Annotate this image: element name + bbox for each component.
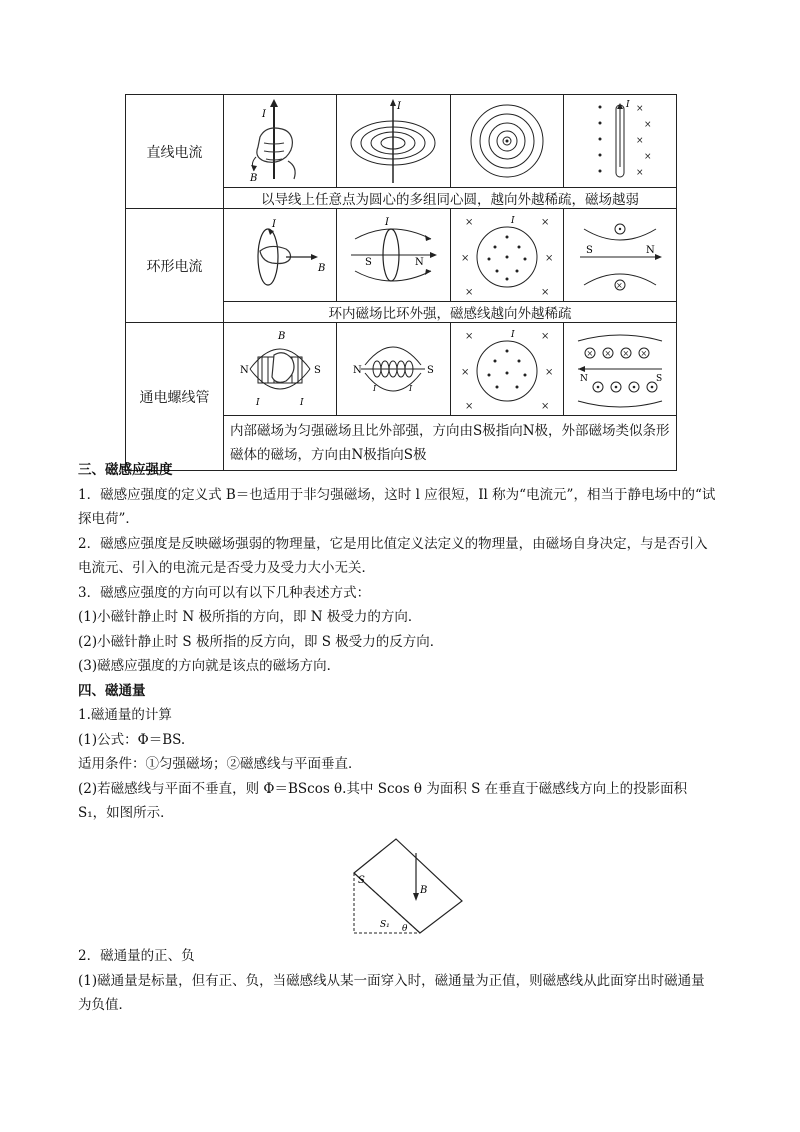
svg-text:×: ×	[544, 253, 554, 264]
fig-solenoid-cross-section	[563, 323, 676, 416]
section-magnetic-induction	[78, 458, 718, 826]
svg-text:I: I	[510, 216, 515, 226]
svg-text:×: ×	[643, 152, 652, 162]
fig-label-S1: S₁	[380, 920, 390, 930]
svg-text:×: ×	[643, 120, 652, 130]
para-4-4: (2)若磁感线与平面不垂直，则 Φ＝BScos θ.其中 Scos θ 为面积 S 在垂直于磁感线方向上的投影面积 S₁，如图所示．	[78, 780, 688, 821]
para-3-2: 2．磁感应强度是反映磁场强弱的物理量，它是用比值定义法定义的物理量，由磁场自身决定，与是否引入电流元、引入的电流元是否受力及受力大小无关．	[78, 535, 708, 576]
svg-text:I: I	[256, 398, 260, 408]
svg-text:S: S	[655, 374, 663, 384]
svg-text:×: ×	[635, 136, 644, 146]
fig-loop-dots-crosses	[450, 209, 563, 302]
row-label-loop-current: 环形电流	[126, 209, 224, 323]
svg-text:S: S	[365, 257, 373, 268]
svg-text:×: ×	[640, 349, 648, 358]
svg-text:N: N	[579, 374, 588, 384]
fig-right-hand-solenoid	[224, 323, 337, 416]
svg-text:×: ×	[635, 104, 644, 114]
svg-text:I: I	[300, 398, 304, 408]
svg-text:×: ×	[615, 281, 623, 290]
svg-text:×: ×	[464, 401, 474, 412]
svg-text:S: S	[585, 245, 593, 256]
svg-text:N: N	[353, 365, 363, 376]
para-4-2: (1)公式：Φ＝BS.	[78, 731, 186, 748]
svg-text:I: I	[272, 219, 277, 230]
fig-label-S: S	[358, 875, 365, 886]
svg-text:×: ×	[464, 287, 474, 298]
section-flux-sign	[78, 944, 718, 1018]
svg-text:N: N	[415, 257, 425, 268]
para-4-5: 2．磁通量的正、负	[78, 948, 195, 964]
para-3-1: 1．磁感应强度的定义式 B＝也适用于非匀强磁场，这时 l 应很短，Il 称为“电流元”，相当于静电场中的“试探电荷”．	[78, 486, 716, 527]
svg-text:×: ×	[540, 217, 550, 228]
fig-concentric-ellipses	[337, 95, 450, 188]
para-3-4: (1)小磁针静止时 N 极所指的方向，即 N 极受力的方向．	[78, 609, 422, 625]
fig-right-hand-loop	[224, 209, 337, 302]
fig-loop-field-lines	[337, 209, 450, 302]
svg-text:I: I	[409, 384, 413, 393]
fig-right-hand-straight-wire	[224, 95, 337, 188]
svg-text:I: I	[373, 384, 377, 393]
para-3-5: (2)小磁针静止时 S 极所指的反方向，即 S 极受力的反方向．	[78, 633, 444, 650]
svg-text:S: S	[314, 365, 321, 376]
flux-projection-figure	[340, 835, 470, 935]
para-3-6: (3)磁感应强度的方向就是该点的磁场方向．	[78, 658, 341, 674]
heading-section-3: 三、磁感应强度	[78, 462, 173, 478]
svg-text:×: ×	[586, 349, 594, 358]
svg-text:N: N	[645, 245, 655, 256]
para-3-3: 3．磁感应强度的方向可以有以下几种表述方式：	[78, 584, 371, 601]
fig-label-theta: θ	[402, 924, 408, 934]
fig-solenoid-end-view	[450, 323, 563, 416]
svg-text:I: I	[510, 330, 515, 340]
para-4-3: 适用条件：①匀强磁场；②磁感线与平面垂直．	[78, 756, 362, 772]
fig-solenoid-coils	[337, 323, 450, 416]
svg-text:×: ×	[464, 217, 474, 228]
row-label-solenoid: 通电螺线管	[126, 323, 224, 471]
svg-text:×: ×	[635, 168, 644, 178]
heading-section-4: 四、磁通量	[78, 682, 146, 699]
magnetic-field-table	[125, 94, 677, 471]
svg-text:×: ×	[464, 331, 474, 342]
caption-solenoid: 内部磁场为匀强磁场且比外部强，方向由S极指向N极，外部磁场类似条形磁体的磁场，方向由N极指向S极	[224, 416, 677, 471]
svg-text:×: ×	[544, 367, 554, 378]
svg-text:×: ×	[460, 367, 470, 378]
svg-text:S: S	[427, 365, 435, 376]
svg-text:×: ×	[604, 349, 612, 358]
caption-straight-current: 以导线上任意点为圆心的多组同心圆，越向外越稀疏，磁场越弱	[224, 188, 677, 209]
label-B: B	[250, 173, 258, 184]
fig-label-B: B	[420, 885, 428, 896]
fig-wire-dots-crosses	[563, 95, 676, 188]
svg-text:B: B	[318, 263, 326, 274]
svg-text:N: N	[240, 365, 249, 376]
svg-text:I: I	[385, 217, 390, 228]
svg-text:×: ×	[540, 287, 550, 298]
label-I: I	[262, 109, 267, 120]
svg-text:×: ×	[460, 253, 470, 264]
svg-text:B: B	[278, 331, 286, 342]
para-4-1: 1.磁通量的计算	[78, 707, 172, 723]
fig-loop-side-view	[563, 209, 676, 302]
svg-text:×: ×	[540, 401, 550, 412]
fig-concentric-circles-dot	[450, 95, 563, 188]
svg-text:×: ×	[540, 331, 550, 342]
para-4-6: (1)磁通量是标量，但有正、负，当磁感线从某一面穿入时，磁通量为正值，则磁感线从此面穿出时磁通量为负值．	[78, 972, 705, 1013]
row-label-straight-current: 直线电流	[126, 95, 224, 209]
svg-text:I: I	[625, 100, 630, 110]
caption-loop-current: 环内磁场比环外强，磁感线越向外越稀疏	[224, 302, 677, 323]
svg-text:I: I	[397, 101, 402, 112]
svg-text:×: ×	[622, 349, 630, 358]
